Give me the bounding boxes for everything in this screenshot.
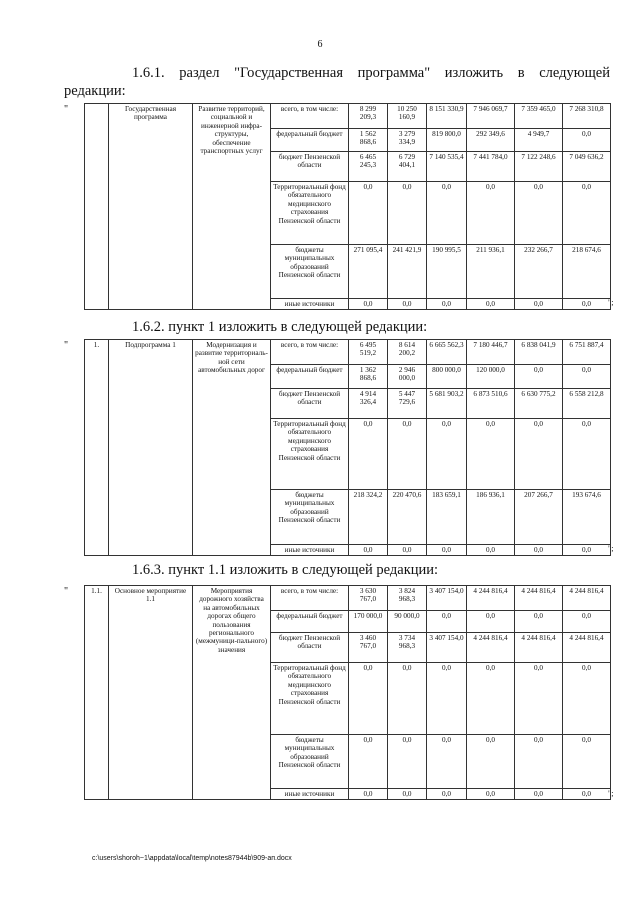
cell-value: 4 914 326,4 — [349, 389, 388, 419]
source-label: федеральный бюджет — [271, 611, 349, 633]
cell-value: 0,0 — [467, 419, 515, 490]
quote-close-2: "; — [608, 544, 614, 553]
cell-value: 3 460 767,0 — [349, 633, 388, 663]
cell-value: 232 266,7 — [515, 245, 563, 299]
cell-value: 0,0 — [427, 419, 467, 490]
cell-value: 7 441 784,0 — [467, 152, 515, 182]
cell-value: 4 244 816,4 — [563, 586, 611, 611]
cell-value: 0,0 — [388, 182, 427, 245]
cell-value: 3 630 767,0 — [349, 586, 388, 611]
table-row — [85, 104, 611, 129]
cell-value: 6 665 562,3 — [427, 340, 467, 365]
cell-value: 183 659,1 — [427, 490, 467, 545]
source-label: Территориальный фонд обязательного медицинского страхования Пензенской области — [271, 663, 349, 735]
program-table-3 — [84, 585, 611, 800]
cell-value: 6 558 212,8 — [563, 389, 611, 419]
cell-value: 0,0 — [388, 663, 427, 735]
quote-close-3: "; — [608, 789, 614, 798]
cell-value: 4 244 816,4 — [467, 586, 515, 611]
cell-value: 220 470,6 — [388, 490, 427, 545]
cell-value: 0,0 — [563, 129, 611, 152]
source-label: бюджеты муниципальных образований Пензенской области — [271, 735, 349, 789]
cell-value: 0,0 — [349, 735, 388, 789]
cell-value: 4 949,7 — [515, 129, 563, 152]
cell-value: 0,0 — [515, 419, 563, 490]
cell-value: 3 407 154,0 — [427, 586, 467, 611]
quote-close-1: "; — [608, 298, 614, 307]
cell-value: 170 000,0 — [349, 611, 388, 633]
item-number: 1. — [85, 340, 109, 556]
section-heading-1-continued: редакции: — [64, 83, 126, 99]
cell-value: 0,0 — [515, 299, 563, 310]
source-label: бюджет Пензенской области — [271, 152, 349, 182]
cell-value: 4 244 816,4 — [515, 633, 563, 663]
quote-open-2: " — [64, 340, 69, 351]
cell-value: 4 244 816,4 — [563, 633, 611, 663]
cell-value: 7 140 535,4 — [427, 152, 467, 182]
source-label: федеральный бюджет — [271, 365, 349, 389]
cell-value: 0,0 — [388, 545, 427, 556]
cell-value: 7 122 248,6 — [515, 152, 563, 182]
cell-value: 5 447 729,6 — [388, 389, 427, 419]
cell-value: 6 838 041,9 — [515, 340, 563, 365]
cell-value: 120 000,0 — [467, 365, 515, 389]
cell-value: 1 362 868,6 — [349, 365, 388, 389]
cell-value: 0,0 — [427, 663, 467, 735]
cell-value: 819 800,0 — [427, 129, 467, 152]
cell-value: 0,0 — [467, 299, 515, 310]
cell-value: 0,0 — [515, 735, 563, 789]
cell-value: 8 151 330,9 — [427, 104, 467, 129]
table-row — [85, 586, 611, 611]
cell-value: 218 674,6 — [563, 245, 611, 299]
cell-value: 0,0 — [467, 611, 515, 633]
cell-value: 4 244 816,4 — [515, 586, 563, 611]
source-label: иные источники — [271, 545, 349, 556]
item-name: Основное мероприятие 1.1 — [109, 586, 193, 800]
cell-value: 90 000,0 — [388, 611, 427, 633]
cell-value: 7 049 636,2 — [563, 152, 611, 182]
source-label: всего, в том числе: — [271, 340, 349, 365]
item-goal: Развитие территорий, социальной и инженерной инфра-структуры, обеспечение транспортных услуг — [193, 104, 271, 310]
cell-value: 800 000,0 — [427, 365, 467, 389]
source-label: бюджет Пензенской области — [271, 633, 349, 663]
item-number: 1.1. — [85, 586, 109, 800]
cell-value: 0,0 — [515, 182, 563, 245]
cell-value: 6 465 245,3 — [349, 152, 388, 182]
cell-value: 0,0 — [427, 299, 467, 310]
cell-value: 0,0 — [467, 789, 515, 800]
item-goal: Модернизация и развитие территориаль-ной сети автомобильных дорог — [193, 340, 271, 556]
cell-value: 0,0 — [388, 419, 427, 490]
cell-value: 3 734 968,3 — [388, 633, 427, 663]
cell-value: 0,0 — [467, 182, 515, 245]
source-label: бюджет Пензенской области — [271, 389, 349, 419]
cell-value: 0,0 — [388, 735, 427, 789]
cell-value: 0,0 — [515, 789, 563, 800]
cell-value: 0,0 — [563, 545, 611, 556]
cell-value: 0,0 — [427, 182, 467, 245]
cell-value: 8 614 200,2 — [388, 340, 427, 365]
item-name: Государственная программа — [109, 104, 193, 310]
cell-value: 271 095,4 — [349, 245, 388, 299]
cell-value: 0,0 — [427, 735, 467, 789]
program-table-1 — [84, 103, 611, 310]
cell-value: 0,0 — [349, 182, 388, 245]
cell-value: 0,0 — [467, 663, 515, 735]
source-label: всего, в том числе: — [271, 586, 349, 611]
cell-value: 0,0 — [467, 545, 515, 556]
source-label: бюджеты муниципальных образований Пензенской области — [271, 245, 349, 299]
cell-value: 0,0 — [427, 789, 467, 800]
cell-value: 0,0 — [349, 663, 388, 735]
cell-value: 207 266,7 — [515, 490, 563, 545]
cell-value: 0,0 — [349, 299, 388, 310]
page-number: 6 — [317, 39, 323, 50]
cell-value: 0,0 — [515, 611, 563, 633]
cell-value: 0,0 — [563, 419, 611, 490]
cell-value: 0,0 — [563, 299, 611, 310]
cell-value: 0,0 — [563, 735, 611, 789]
file-path-footer: c:\users\shoroh~1\appdata\local\temp\notes87944b\909-ап.docx — [92, 855, 292, 862]
cell-value: 0,0 — [349, 545, 388, 556]
cell-value: 3 824 968,3 — [388, 586, 427, 611]
cell-value: 0,0 — [563, 663, 611, 735]
cell-value: 193 674,6 — [563, 490, 611, 545]
cell-value: 10 250 160,9 — [388, 104, 427, 129]
quote-open-3: " — [64, 586, 69, 597]
cell-value: 0,0 — [388, 299, 427, 310]
item-name: Подпрограмма 1 — [109, 340, 193, 556]
source-label: Территориальный фонд обязательного медицинского страхования Пензенской области — [271, 182, 349, 245]
source-label: иные источники — [271, 789, 349, 800]
cell-value: 0,0 — [515, 365, 563, 389]
cell-value: 0,0 — [427, 611, 467, 633]
cell-value: 0,0 — [563, 182, 611, 245]
cell-value: 6 495 519,2 — [349, 340, 388, 365]
section-heading-3: 1.6.3. пункт 1.1 изложить в следующей редакции: — [132, 562, 439, 578]
cell-value: 4 244 816,4 — [467, 633, 515, 663]
cell-value: 0,0 — [388, 789, 427, 800]
cell-value: 0,0 — [349, 419, 388, 490]
cell-value: 5 681 903,2 — [427, 389, 467, 419]
cell-value: 7 180 446,7 — [467, 340, 515, 365]
cell-value: 211 936,1 — [467, 245, 515, 299]
cell-value: 7 268 310,8 — [563, 104, 611, 129]
cell-value: 0,0 — [427, 545, 467, 556]
source-label: иные источники — [271, 299, 349, 310]
section-heading-2: 1.6.2. пункт 1 изложить в следующей редакции: — [132, 319, 428, 335]
cell-value: 1 562 868,6 — [349, 129, 388, 152]
cell-value: 0,0 — [563, 365, 611, 389]
cell-value: 6 751 887,4 — [563, 340, 611, 365]
cell-value: 7 359 465,0 — [515, 104, 563, 129]
source-label: бюджеты муниципальных образований Пензенской области — [271, 490, 349, 545]
table-row — [85, 340, 611, 365]
cell-value: 6 873 510,6 — [467, 389, 515, 419]
cell-value: 3 407 154,0 — [427, 633, 467, 663]
program-table-2 — [84, 339, 611, 556]
cell-value: 218 324,2 — [349, 490, 388, 545]
cell-value: 0,0 — [563, 611, 611, 633]
cell-value: 241 421,9 — [388, 245, 427, 299]
section-heading-1: 1.6.1. раздел "Государственная программа" изложить в следующей — [132, 65, 610, 81]
cell-value: 6 630 775,2 — [515, 389, 563, 419]
cell-value: 0,0 — [515, 545, 563, 556]
cell-value: 3 279 334,9 — [388, 129, 427, 152]
cell-value: 292 349,6 — [467, 129, 515, 152]
cell-value: 190 995,5 — [427, 245, 467, 299]
cell-value: 0,0 — [467, 735, 515, 789]
cell-value: 7 946 069,7 — [467, 104, 515, 129]
source-label: Территориальный фонд обязательного медицинского страхования Пензенской области — [271, 419, 349, 490]
cell-value: 6 729 404,1 — [388, 152, 427, 182]
source-label: федеральный бюджет — [271, 129, 349, 152]
cell-value: 0,0 — [515, 663, 563, 735]
item-number — [85, 104, 109, 310]
cell-value: 8 299 209,3 — [349, 104, 388, 129]
cell-value: 0,0 — [349, 789, 388, 800]
cell-value: 186 936,1 — [467, 490, 515, 545]
source-label: всего, в том числе: — [271, 104, 349, 129]
quote-open-1: " — [64, 104, 69, 115]
cell-value: 0,0 — [563, 789, 611, 800]
cell-value: 2 946 000,0 — [388, 365, 427, 389]
item-goal: Мероприятия дорожного хозяйства на автомобильных дорогах общего пользования регионального (межмуници-пального) значения — [193, 586, 271, 800]
